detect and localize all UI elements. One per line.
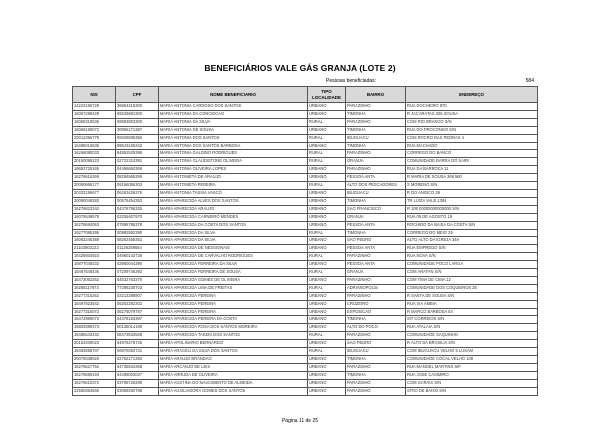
cell-nome: MARIA ARCANJO DE LEIS	[159, 363, 308, 371]
table-row	[73, 189, 538, 197]
cell-tipo-localidade: RURAL	[308, 150, 346, 158]
cell-nome: MARIA ANTONIA CARDOSO DOS SANTOS	[159, 103, 308, 111]
cell-nome: MARIA APARECIDA PEREIRA	[159, 308, 308, 316]
cell-cpf: 06252282302	[116, 300, 159, 308]
cell-endereco: S MORENO S/N	[406, 182, 538, 190]
cell-bairro: TIMONHA	[346, 126, 406, 134]
table-row	[73, 308, 538, 316]
table-body	[73, 103, 538, 396]
table-row	[73, 103, 538, 111]
cell-endereco: COM TIMA DE CIMA 12	[406, 276, 538, 284]
cell-nis: 16803399373	[73, 324, 116, 332]
cell-endereco: RUA EMPREGO S/N	[406, 245, 538, 253]
cell-endereco: R ALTO DA BRASILIA S/N	[406, 340, 538, 348]
cell-bairro: GRANJA	[346, 158, 406, 166]
cell-nome: MARIA APARECIDA DA COSTA DOS SANTOS	[159, 221, 308, 229]
cell-nome: MARIA ARAUJO BRANDAO	[159, 356, 308, 364]
cell-bairro: GRANJA	[346, 269, 406, 277]
table-row	[73, 276, 538, 284]
page-number: Página 11 de 25	[281, 418, 319, 424]
cell-cpf: 69225681300	[116, 110, 159, 118]
cell-tipo-localidade: URBANO	[308, 261, 346, 269]
cell-endereco: COMUNIDADE SAQUINHO	[406, 332, 538, 340]
table-row	[73, 174, 538, 182]
cell-endereco: R DO ANGICO 36	[406, 189, 538, 197]
cell-bairro: PARAZINHO	[346, 103, 406, 111]
table-row	[73, 284, 538, 292]
cell-cpf: 08294565359	[116, 174, 159, 182]
cell-tipo-localidade: URBANO	[308, 189, 346, 197]
cell-bairro: IBUGUACU	[346, 348, 406, 356]
cell-tipo-localidade: URBANO	[308, 387, 346, 395]
cell-bairro: PARAZINHO	[346, 387, 406, 395]
cell-endereco: COM IBUGUACU VELHO 5 LUSAM	[406, 348, 538, 356]
table-row	[73, 292, 538, 300]
cell-tipo-localidade: URBANO	[308, 363, 346, 371]
cell-nis: 22550364840	[73, 387, 116, 395]
cell-endereco: R 106 00000000000000 S/N	[406, 205, 538, 213]
cell-bairro: TIMONHA	[346, 371, 406, 379]
cell-nis: 20332159677	[73, 189, 116, 197]
table-row	[73, 261, 538, 269]
cell-nis: 16288117873	[73, 284, 116, 292]
cell-tipo-localidade: URBANO	[308, 205, 346, 213]
cell-cpf: 30866171387	[116, 126, 159, 134]
cell-nis: 16066315536	[73, 118, 116, 126]
header-endereco: ENDEREÇO	[406, 87, 538, 103]
cell-nome: MARIA APARECIDA DE NESSIONAIS	[159, 245, 308, 253]
cell-tipo-localidade: URBANO	[308, 166, 346, 174]
cell-tipo-localidade: RURAL	[308, 332, 346, 340]
cell-cpf: 03796726299	[116, 379, 159, 387]
table-row	[73, 316, 538, 324]
header-nome-beneficiario: NOME BENEFICIARIO	[159, 87, 308, 103]
cell-endereco: SITIO DE BAIXO S/N	[406, 387, 538, 395]
cell-cpf: 09166056303	[116, 182, 159, 190]
cell-endereco: TR LUIZA VALE 1384	[406, 197, 538, 205]
beneficiaries-count: 584	[525, 78, 534, 84]
table-row	[73, 213, 538, 221]
cell-nis: 16066158072	[73, 126, 116, 134]
cell-cpf: 04632763376	[116, 276, 159, 284]
cell-nome: MARIA APARECIDA FERREIRA DE SOUSA	[159, 269, 308, 277]
cell-cpf: 07898786378	[116, 221, 159, 229]
cell-nis: 16276610372	[73, 379, 116, 387]
cell-nis: 20075038920	[73, 356, 116, 364]
cell-nis: 16277316073	[73, 308, 116, 316]
cell-cpf: 04736534358	[116, 363, 159, 371]
cell-cpf: 02336407970	[116, 213, 159, 221]
table-row	[73, 324, 538, 332]
cell-bairro: PESSOA ANTA	[346, 221, 406, 229]
cell-endereco: ROCHIDO DA BAIXA DA COSTA S/N	[406, 221, 538, 229]
table-row	[73, 363, 538, 371]
cell-tipo-localidade: URBANO	[308, 276, 346, 284]
cell-nome: MARIA ANTONIETA PEREIRA	[159, 182, 308, 190]
cell-cpf: 03059292788	[116, 387, 159, 395]
cell-nome: MARIA APARECIDA PEREIRA	[159, 292, 308, 300]
table-row	[73, 379, 538, 387]
cell-nis: 16652725165	[73, 166, 116, 174]
cell-nome: MARIA APARECIDA PEREIRA	[159, 300, 308, 308]
cell-nis: 16877048332	[73, 261, 116, 269]
cell-cpf: 06275079787	[116, 308, 159, 316]
cell-cpf: 02960044390	[116, 261, 159, 269]
cell-tipo-localidade: URBANO	[308, 292, 346, 300]
cell-tipo-localidade: URBANO	[308, 308, 346, 316]
cell-tipo-localidade: URBANO	[308, 110, 346, 118]
cell-nis: 20012356779	[73, 134, 116, 142]
cell-nome: MARIA APARECIDA DA SILVA	[159, 229, 308, 237]
cell-nome: MARIA APOLINARIO BERNARDO	[159, 340, 308, 348]
cell-bairro: TIMONHA	[346, 316, 406, 324]
cell-cpf: 04495003027	[116, 371, 159, 379]
table-row	[73, 197, 538, 205]
table-row	[73, 237, 538, 245]
cell-endereco: RUA MANOEL MARTINS SIP	[406, 363, 538, 371]
cell-nome: MARIA APARECIDA PEREIRA DA COSTA	[159, 316, 308, 324]
cell-cpf: 02213288907	[116, 292, 159, 300]
cell-cpf: 00135014199	[116, 324, 159, 332]
cell-nis: 16473062262	[73, 276, 116, 284]
header-cpf: CPF	[116, 87, 159, 103]
cell-nis: 16276616269	[73, 174, 116, 182]
table-row	[73, 110, 538, 118]
cell-endereco: COMUNIDADE COCAL VELHO 109	[406, 356, 538, 364]
cell-nis: 16067288428	[73, 110, 116, 118]
cell-cpf: 02762171393	[116, 356, 159, 364]
cell-bairro: PARAZINHO	[346, 150, 406, 158]
cell-bairro: TIMONHA	[346, 142, 406, 150]
cell-endereco: COM ROCRO DAS PEDRAS 4	[406, 134, 538, 142]
cell-cpf: 04378193397	[116, 316, 159, 324]
cell-bairro: PARAZINHO	[346, 166, 406, 174]
table-row	[73, 332, 538, 340]
cell-nis: 16497823542	[73, 300, 116, 308]
beneficiaries-label: Pessoas beneficiadas:	[326, 78, 377, 84]
cell-cpf: 00882592390	[116, 229, 159, 237]
cell-nis: 16266080033	[73, 150, 116, 158]
cell-tipo-localidade: URBANO	[308, 126, 346, 134]
cell-nome: MARIA APARECIDA CARNEIRO MENDES	[159, 213, 308, 221]
cell-tipo-localidade: RURAL	[308, 158, 346, 166]
cell-cpf: 02722324391	[116, 158, 159, 166]
cell-nis: 14223156729	[73, 103, 116, 111]
cell-bairro: SAO FRANCISCO	[346, 205, 406, 213]
cell-endereco: COMUNIDADE BARRA DO SAIRI	[406, 158, 538, 166]
table-row	[73, 245, 538, 253]
cell-nome: MARIA ANTONIA DOS SANTOS BARBOSA	[159, 142, 308, 150]
cell-nis: 16487548436	[73, 269, 116, 277]
cell-bairro: SAO PEDRO	[346, 237, 406, 245]
table-row	[73, 182, 538, 190]
cell-nis: 16496016635	[73, 142, 116, 150]
cell-cpf: 36864415300	[116, 103, 159, 111]
cell-cpf: 01126259554	[116, 245, 159, 253]
cell-nis: 16277316262	[73, 292, 116, 300]
table-row	[73, 269, 538, 277]
cell-bairro: CRUZEIRO	[346, 300, 406, 308]
header-nis: NIS	[73, 87, 116, 103]
cell-bairro: EXPOSICAO	[346, 308, 406, 316]
cell-bairro: PARAZINHO	[346, 363, 406, 371]
cell-nis: 20050666177	[73, 182, 116, 190]
cell-cpf: 04466660366	[116, 166, 159, 174]
cell-nome: MARIA APARECIDA LIMA DE FREITAS	[159, 284, 308, 292]
table-row	[73, 229, 538, 237]
cell-nome: MARIA ANTONIA DE SOUSA	[159, 126, 308, 134]
cell-bairro: PARAZINHO	[346, 379, 406, 387]
cell-tipo-localidade: URBANO	[308, 300, 346, 308]
cell-endereco: RUA 05 DE AGOSTO 19	[406, 213, 538, 221]
cell-cpf: 07209746393	[116, 269, 159, 277]
cell-cpf: 08262458353	[116, 237, 159, 245]
cell-nis: 20160099223	[73, 158, 116, 166]
cell-tipo-localidade: RURAL	[308, 253, 346, 261]
cell-cpf: 04376786325	[116, 205, 159, 213]
cell-nome: MARIA APARECIDA ARAUJO	[159, 205, 308, 213]
table-row	[73, 142, 538, 150]
table-row	[73, 150, 538, 158]
cell-endereco: RUA JOSE CASIMIRO	[406, 371, 538, 379]
cell-bairro: PARAZINHO	[346, 118, 406, 126]
table-row	[73, 166, 538, 174]
cell-nome: MARIA ANTONIA TASSIA VASCO	[159, 189, 308, 197]
cell-endereco: COM RIO BRANCO S/N	[406, 118, 538, 126]
cell-endereco: R JACARATAS 326 SOUSA	[406, 110, 538, 118]
cell-bairro: IBUGUACU	[346, 134, 406, 142]
header-tipo-localidade: TIPO LOCALIDADE	[308, 87, 346, 103]
beneficiaries-table	[72, 86, 538, 396]
cell-endereco: COM GARAIS S/N	[406, 379, 538, 387]
cell-bairro: TIMONHA	[346, 110, 406, 118]
cell-nis: 20080048283	[73, 197, 116, 205]
cell-cpf: 06263426376	[116, 189, 159, 197]
cell-nome: MARIA ANTONIA DA CONCEICAO	[159, 110, 308, 118]
cell-endereco: SIT CORREIOS S/N	[406, 316, 538, 324]
cell-endereco: RUA VIA AMBIA	[406, 300, 538, 308]
table-row	[73, 387, 538, 395]
cell-tipo-localidade: URBANO	[308, 340, 346, 348]
table-row	[73, 356, 538, 364]
cell-tipo-localidade: RURAL	[308, 269, 346, 277]
cell-endereco: RUA DOCHEIRO 970	[406, 103, 538, 111]
table-row	[73, 134, 538, 142]
cell-nis: 16276669193	[73, 371, 116, 379]
cell-nis: 16062246359	[73, 237, 116, 245]
cell-nis: 20163409023	[73, 340, 116, 348]
table-row	[73, 158, 538, 166]
table-row	[73, 348, 538, 356]
cell-bairro: PESSOA ANTA	[346, 245, 406, 253]
cell-bairro: PARAZINHO	[346, 292, 406, 300]
cell-nome: MARIA AUSTINA DO NASCIMENTO DE ALMEIDA	[159, 379, 308, 387]
cell-endereco: RUA DA BARROCA 11	[406, 166, 538, 174]
cell-nis: 16075548578	[73, 213, 116, 221]
cell-tipo-localidade: URBANO	[308, 237, 346, 245]
cell-nis: 16278684063	[73, 221, 116, 229]
cell-tipo-localidade: URBANO	[308, 174, 346, 182]
cell-nome: MARIA ARACELI DA SILVA DOS SANTOS	[159, 348, 308, 356]
cell-tipo-localidade: URBANO	[308, 197, 346, 205]
cell-bairro: PARAZINHO	[346, 253, 406, 261]
cell-tipo-localidade: URBANO	[308, 245, 346, 253]
cell-bairro: PESSOA ANTA	[346, 261, 406, 269]
cell-nome: MARIA ANTONIA DOS SANTOS	[159, 134, 308, 142]
cell-nome: MARIA AUXILIADORA GOMES DOS SANTOS	[159, 387, 308, 395]
cell-nome: MARIA ANTONIETA DE ARAUJO	[159, 174, 308, 182]
cell-nome: MARIA ANTONIA GLAUDISTONE OLIVEIRA	[159, 158, 308, 166]
header-bairro: BAIRRO	[346, 87, 406, 103]
cell-nis: 16486643432	[73, 332, 116, 340]
cell-nome: MARIA APARECIDA GOMES DE OLIVEIRA	[159, 276, 308, 284]
cell-bairro: TIMONHA	[346, 229, 406, 237]
cell-nome: MARIA APARECIDA DE CARVALHO RODRIGUES	[159, 253, 308, 261]
cell-cpf: 06970362731	[116, 348, 159, 356]
cell-cpf: 77396238703	[116, 284, 159, 292]
cell-bairro: ALTO DOS PESCADORES	[346, 182, 406, 190]
cell-nis: 21103803123	[73, 245, 116, 253]
cell-cpf: 00575454353	[116, 197, 159, 205]
cell-nis: 16277085295	[73, 229, 116, 237]
cell-cpf: 09326596350	[116, 134, 159, 142]
cell-endereco: CORREGO DO BANCO	[406, 150, 538, 158]
cell-nome: MARIA ANTONIA DA SILVA	[159, 118, 308, 126]
cell-endereco: R SANTA DE SOUSA S/N	[406, 292, 538, 300]
cell-nis: 16472969073	[73, 316, 116, 324]
table-row	[73, 300, 538, 308]
table-row	[73, 371, 538, 379]
cell-cpf: 99543165342	[116, 142, 159, 150]
cell-tipo-localidade: URBANO	[308, 316, 346, 324]
cell-tipo-localidade: URBANO	[308, 213, 346, 221]
cell-nome: MARIA APARECIDA TAKEKI DOS SANTOS	[159, 332, 308, 340]
table-row	[73, 205, 538, 213]
cell-bairro: TIMONHA	[346, 197, 406, 205]
cell-endereco: COM ARATAN S/N	[406, 269, 538, 277]
cell-nis: 16426934923	[73, 253, 116, 261]
cell-bairro: TIMONHA	[346, 356, 406, 364]
cell-cpf: 08473533928	[116, 332, 159, 340]
cell-endereco: R MARCO BARBOSA 54	[406, 308, 538, 316]
cell-endereco: R MARIA DE SOUSA 369 560	[406, 174, 538, 182]
cell-tipo-localidade: URBANO	[308, 142, 346, 150]
cell-tipo-localidade: URBANO	[308, 221, 346, 229]
cell-nome: MARIA ANTONIA GALDINO RODRIGUES	[159, 150, 308, 158]
cell-nis: 16482558707	[73, 348, 116, 356]
cell-cpf: 04976478726	[116, 340, 159, 348]
cell-endereco: CORREGO DO MEIO 25	[406, 229, 538, 237]
table-header-row	[73, 87, 538, 103]
cell-tipo-localidade: URBANO	[308, 379, 346, 387]
cell-endereco: ALTO ALTO DA IGREJA 349	[406, 237, 538, 245]
document-title: BENEFICIÁRIOS VALE GÁS GRANJA (LOTE 2)	[204, 63, 396, 73]
cell-nome: MARIA APARECIDA FERREIRA DA SILVA	[159, 261, 308, 269]
cell-endereco: RUA ATALAIA S/N	[406, 324, 538, 332]
cell-nome: MARIA APARECIDA DA SILVA	[159, 237, 308, 245]
cell-cpf: 04960143736	[116, 253, 159, 261]
cell-bairro: ALTO DO POCO	[346, 324, 406, 332]
cell-nis: 16276823242	[73, 205, 116, 213]
cell-bairro: PARAZINHO	[346, 276, 406, 284]
cell-tipo-localidade: URBANO	[308, 356, 346, 364]
cell-cpf: 59992803300	[116, 118, 159, 126]
cell-bairro: PESSOA ANTA	[346, 174, 406, 182]
cell-bairro: GRANJA	[346, 213, 406, 221]
cell-bairro: PARAZINHO	[346, 332, 406, 340]
table-row	[73, 253, 538, 261]
cell-tipo-localidade: URBANO	[308, 371, 346, 379]
cell-nis: 16276627762	[73, 363, 116, 371]
cell-tipo-localidade: URBANO	[308, 324, 346, 332]
beneficiaries-summary	[72, 77, 537, 86]
cell-endereco: COMUNIDADE DOS COQUEIROS 25	[406, 284, 538, 292]
cell-nome: MARIA ANTONIA OLIVEIRA LOPES	[159, 166, 308, 174]
table-row	[73, 221, 538, 229]
cell-nome: MARIA APARECIDA ALVES DOS SANTOS	[159, 197, 308, 205]
cell-tipo-localidade: RURAL	[308, 284, 346, 292]
cell-endereco: COMUNIDADE POCO LARGA	[406, 261, 538, 269]
cell-nome: MARIA APARECIDA ROSA DOS SANTOS MOREIRA	[159, 324, 308, 332]
cell-tipo-localidade: RURAL	[308, 118, 346, 126]
cell-cpf: 84952529395	[116, 150, 159, 158]
cell-tipo-localidade: URBANO	[308, 103, 346, 111]
cell-tipo-localidade: RURAL	[308, 348, 346, 356]
cell-tipo-localidade: RURAL	[308, 134, 346, 142]
table-row	[73, 340, 538, 348]
table-row	[73, 118, 538, 126]
cell-bairro: ADRIANOPOLIS	[346, 284, 406, 292]
cell-endereco: RUA MACHADO	[406, 142, 538, 150]
cell-tipo-localidade: RURAL	[308, 229, 346, 237]
cell-bairro: IBUGUACU	[346, 189, 406, 197]
cell-bairro: SAO PEDRO	[346, 340, 406, 348]
cell-endereco: RUA NOVA S/N	[406, 253, 538, 261]
cell-tipo-localidade: RURAL	[308, 182, 346, 190]
cell-nome: MARIA ARRUDA DE OLIVEIRA	[159, 371, 308, 379]
table-row	[73, 126, 538, 134]
cell-endereco: RUA DO PROCONGO S/N	[406, 126, 538, 134]
